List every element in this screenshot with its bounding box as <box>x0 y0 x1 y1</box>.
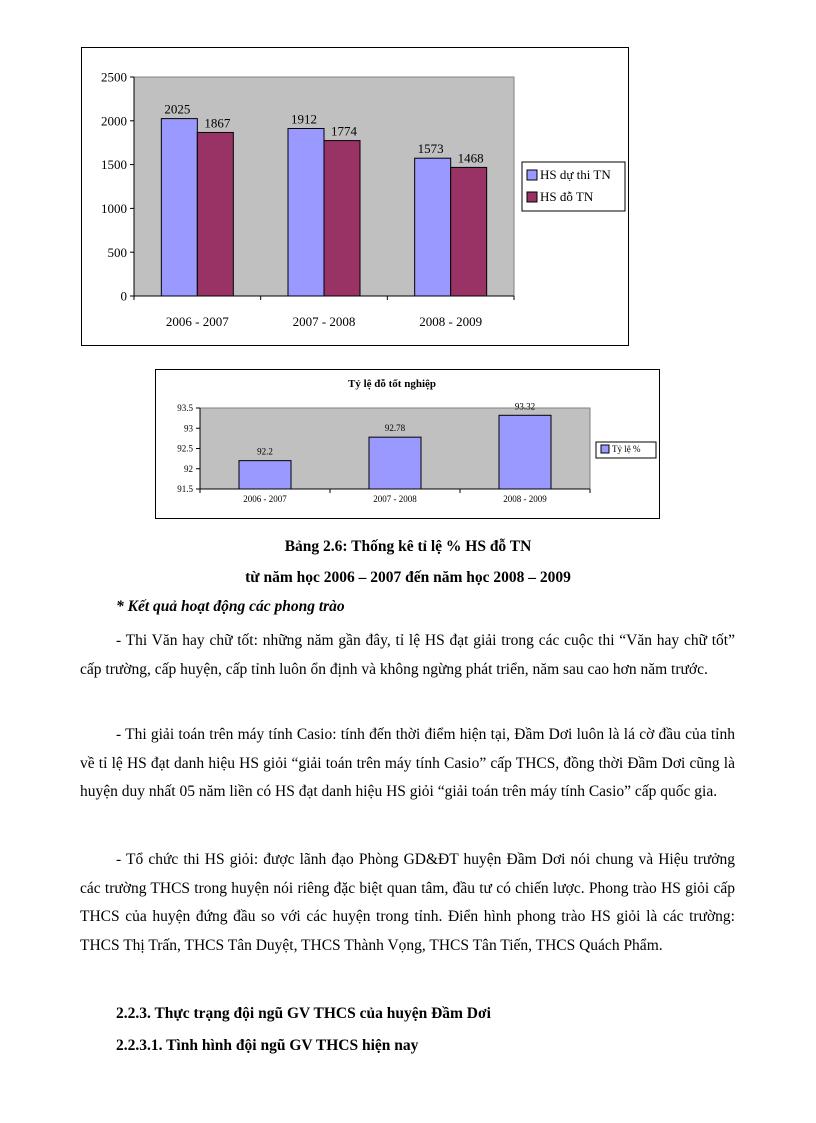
bar <box>451 167 487 296</box>
data-label: 1774 <box>331 123 357 139</box>
legend-swatch <box>527 192 537 202</box>
chart-title: Tỷ lệ đỗ tốt nghiệp <box>347 378 437 390</box>
y-tick-label: 92.5 <box>177 443 193 454</box>
y-tick-label: 93.5 <box>177 403 193 414</box>
bar <box>499 415 551 489</box>
paragraph-van-hay-chu-tot: - Thi Văn hay chữ tốt: những năm gần đây, tỉ lệ HS đạt giải trong các cuộc thi “Văn hay chữ tốt” cấp trường, cấp huyện, cấp tỉnh luôn ổn định và không ngừng phát triển, năm sau cao hơn năm trước. <box>80 632 735 678</box>
heading-2-2-3-1: 2.2.3.1. Tình hình đội ngũ GV THCS hiện nay <box>116 1037 419 1054</box>
paragraph-casio: - Thi giải toán trên máy tính Casio: tính đến thời điểm hiện tại, Đầm Dơi luôn là lá cờ đầu của tỉnh về tỉ lệ HS đạt danh hiệu HS giỏi “giải toán trên máy tính Casio” cấp THCS, đồng thời Đầm Dơi cũng là huyện duy nhất 05 năm liền có HS đạt danh hiệu HS giỏi “giải toán trên máy tính Casio” cấp quốc gia. <box>80 726 735 800</box>
y-tick-label: 1500 <box>101 157 127 173</box>
y-tick-label: 0 <box>120 288 127 304</box>
data-label: 1573 <box>417 141 444 157</box>
y-tick-label: 1000 <box>101 200 127 216</box>
x-tick-label: 2007 - 2008 <box>292 314 356 329</box>
chart-graduation-rate <box>155 369 660 519</box>
data-label: 1468 <box>457 150 484 166</box>
table-caption-line-1: Bảng 2.6: Thống kê tỉ lệ % HS đỗ TN <box>284 538 532 555</box>
data-label: 92.2 <box>257 446 273 457</box>
legend-label: HS đỗ TN <box>540 189 594 204</box>
x-tick-label: 2006 - 2007 <box>165 314 229 329</box>
bar <box>324 141 360 296</box>
y-tick-label: 500 <box>107 244 127 260</box>
y-tick-label: 2000 <box>101 113 127 129</box>
bar <box>239 461 291 489</box>
table-caption-line-2: từ năm học 2006 – 2007 đến năm học 2008 – 2009 <box>245 569 571 586</box>
y-tick-label: 93 <box>184 423 193 434</box>
chart-1-svg <box>82 48 628 345</box>
bar <box>415 158 451 296</box>
data-label: 2025 <box>164 101 191 117</box>
legend-swatch <box>527 170 537 180</box>
bar <box>369 437 421 489</box>
bar <box>288 129 324 296</box>
legend-label: Tỷ lệ % <box>612 444 641 454</box>
chart-students-graduation <box>81 47 629 346</box>
data-label: 93.32 <box>514 401 536 412</box>
x-tick-label: 2006 - 2007 <box>243 494 287 504</box>
chart-2-svg <box>156 370 659 518</box>
heading-2-2-3: 2.2.3. Thực trạng đội ngũ GV THCS của huyện Đầm Dơi <box>116 1005 491 1022</box>
data-label: 1867 <box>204 115 231 131</box>
data-label: 1912 <box>291 111 317 127</box>
bar <box>197 132 233 296</box>
x-tick-label: 2008 - 2009 <box>419 314 483 329</box>
data-label: 92.78 <box>384 423 406 434</box>
section-title: * Kết quả hoạt động các phong trào <box>116 598 345 615</box>
paragraph-hs-gioi: - Tổ chức thi HS giỏi: được lãnh đạo Phòng GD&ĐT huyện Đầm Dơi nói chung và Hiệu trưởng các trường THCS trong huyện nói riêng đặc biệt quan tâm, đầu tư có chiến lược. Phong trào HS giỏi cấp THCS của huyện đứng đầu so với các huyện trong tỉnh. Điển hình phong trào HS giỏi là các trường: THCS Thị Trấn, THCS Tân Duyệt, THCS Thành Vọng, THCS Tân Tiến, THCS Quách Phẩm. <box>80 851 735 954</box>
x-tick-label: 2008 - 2009 <box>503 494 547 504</box>
y-tick-label: 2500 <box>101 69 127 85</box>
bar <box>161 119 197 296</box>
y-tick-label: 91.5 <box>177 484 193 495</box>
legend-swatch <box>601 445 609 453</box>
x-tick-label: 2007 - 2008 <box>373 494 417 504</box>
legend-label: HS dự thi TN <box>540 167 611 182</box>
y-tick-label: 92 <box>184 463 193 474</box>
